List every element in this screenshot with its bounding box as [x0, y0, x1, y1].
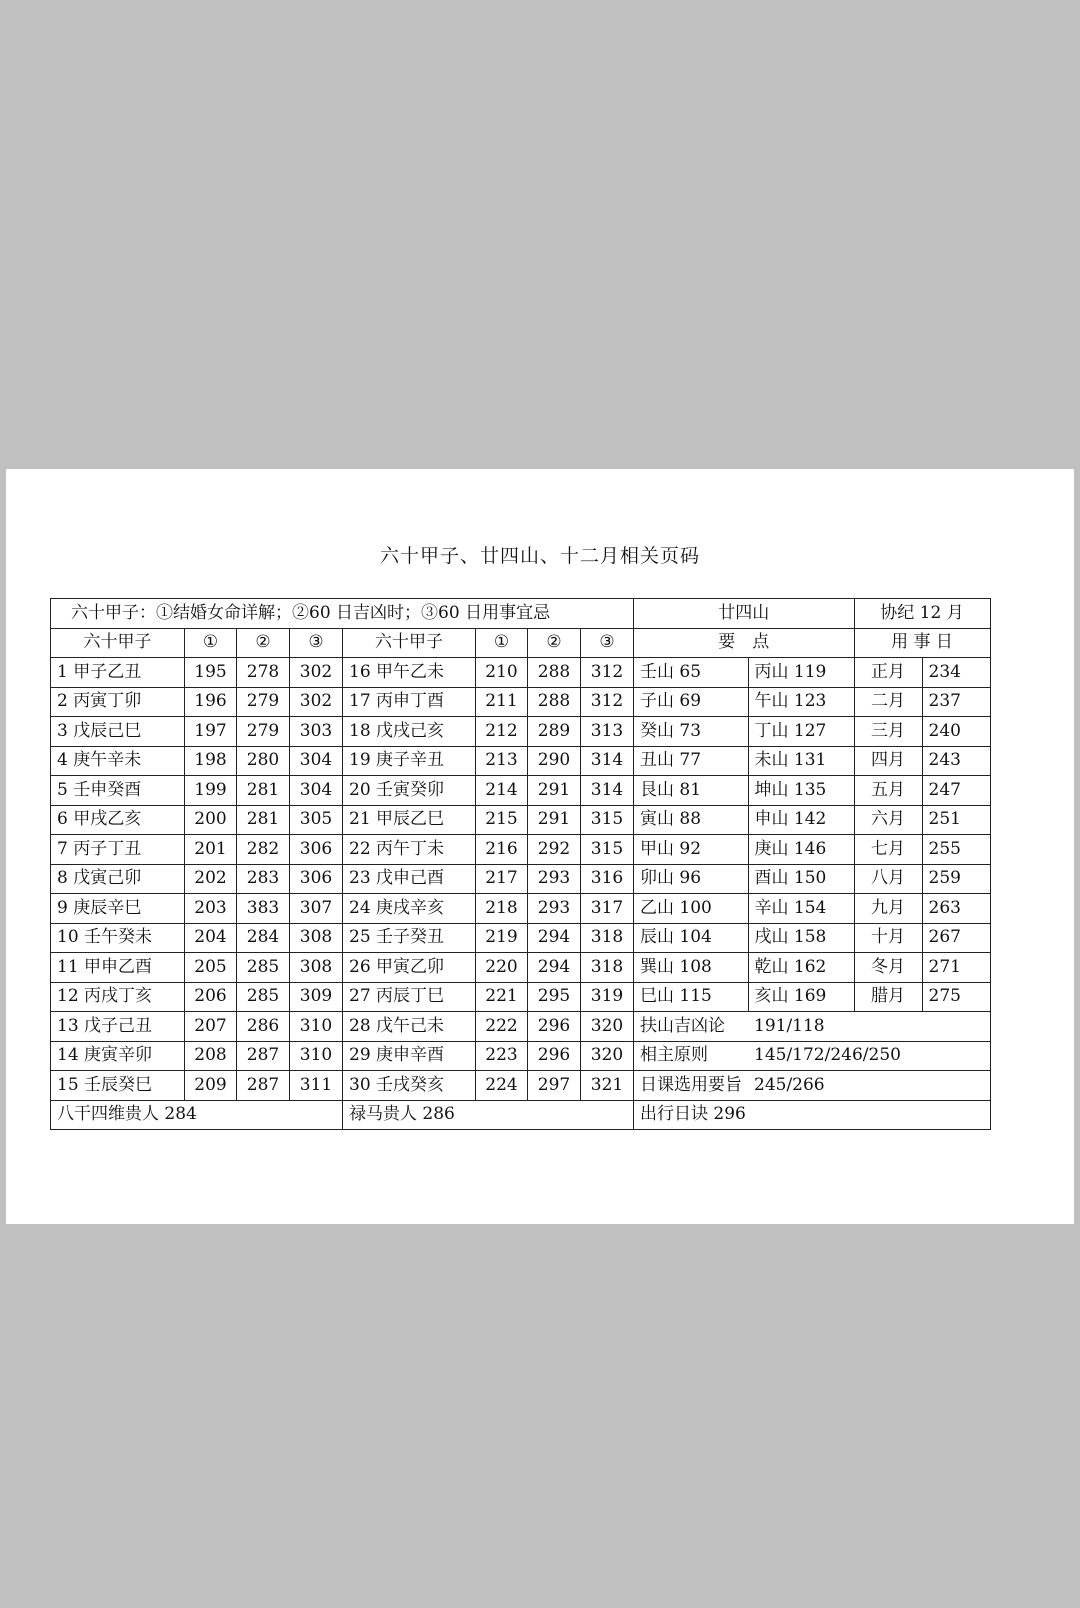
col-header-3: ③ — [581, 628, 634, 658]
page-2: 285 — [237, 953, 290, 983]
page-2: 288 — [528, 687, 581, 717]
mountain-page: 巳山 115 — [634, 982, 749, 1012]
ganzhi-pair: 4 庚午辛未 — [51, 746, 185, 776]
page-3: 307 — [290, 894, 343, 924]
ganzhi-pair: 22 丙午丁未 — [343, 835, 476, 865]
table-row — [51, 1071, 991, 1101]
page-1: 207 — [185, 1012, 237, 1042]
page-2: 296 — [528, 1041, 581, 1071]
page-2: 279 — [237, 717, 290, 747]
page-2: 281 — [237, 805, 290, 835]
page-3: 320 — [581, 1012, 634, 1042]
ganzhi-pair: 16 甲午乙未 — [343, 658, 476, 688]
page-2: 279 — [237, 687, 290, 717]
table-caption: 六十甲子：①结婚女命详解；②60 日吉凶时；③60 日用事宜忌 — [51, 599, 634, 629]
topic-name: 扶山吉凶论 — [634, 1012, 749, 1042]
page-1: 223 — [476, 1041, 528, 1071]
topic-name: 相主原则 — [634, 1041, 749, 1071]
topic-pages: 191/118 — [748, 1012, 990, 1042]
month-page: 234 — [922, 658, 990, 688]
month-page: 237 — [922, 687, 990, 717]
ganzhi-pair: 5 壬申癸酉 — [51, 776, 185, 806]
page-3: 318 — [581, 953, 634, 983]
ganzhi-pair: 13 戊子己丑 — [51, 1012, 185, 1042]
page-2: 290 — [528, 746, 581, 776]
table-row — [51, 1012, 991, 1042]
table-row — [51, 687, 991, 717]
mountain-page: 艮山 81 — [634, 776, 749, 806]
ganzhi-pair: 25 壬子癸丑 — [343, 923, 476, 953]
mountain-page: 酉山 150 — [748, 864, 854, 894]
table-row — [51, 835, 991, 865]
mountain-page: 午山 123 — [748, 687, 854, 717]
page-3: 314 — [581, 746, 634, 776]
ganzhi-pair: 3 戊辰己巳 — [51, 717, 185, 747]
ganzhi-pair: 24 庚戌辛亥 — [343, 894, 476, 924]
month-name: 八月 — [854, 864, 922, 894]
page-title: 六十甲子、廿四山、十二月相关页码 — [379, 545, 700, 567]
footer-row — [51, 1100, 991, 1130]
month-page: 255 — [922, 835, 990, 865]
page-3: 321 — [581, 1071, 634, 1101]
month-page: 243 — [922, 746, 990, 776]
page-3: 305 — [290, 805, 343, 835]
page-1: 211 — [476, 687, 528, 717]
ganzhi-pair: 27 丙辰丁巳 — [343, 982, 476, 1012]
month-page: 275 — [922, 982, 990, 1012]
month-name: 十月 — [854, 923, 922, 953]
ganzhi-pair: 11 甲申乙酉 — [51, 953, 185, 983]
topic-pages: 145/172/246/250 — [748, 1041, 990, 1071]
page-1: 202 — [185, 864, 237, 894]
table-row — [51, 746, 991, 776]
month-name: 九月 — [854, 894, 922, 924]
ganzhi-pair: 18 戊戌己亥 — [343, 717, 476, 747]
page-3: 316 — [581, 864, 634, 894]
month-name: 三月 — [854, 717, 922, 747]
page-1: 213 — [476, 746, 528, 776]
page-1: 198 — [185, 746, 237, 776]
page-1: 219 — [476, 923, 528, 953]
month-subheader: 用 事 日 — [854, 628, 990, 658]
page-1: 220 — [476, 953, 528, 983]
page-1: 199 — [185, 776, 237, 806]
mountain-page: 辛山 154 — [748, 894, 854, 924]
page-1: 218 — [476, 894, 528, 924]
page-1: 197 — [185, 717, 237, 747]
month-name: 腊月 — [854, 982, 922, 1012]
page-1: 208 — [185, 1041, 237, 1071]
page-3: 310 — [290, 1012, 343, 1042]
page-2: 286 — [237, 1012, 290, 1042]
mountain-page: 丑山 77 — [634, 746, 749, 776]
shan-header: 廿四山 — [634, 599, 855, 629]
month-name: 四月 — [854, 746, 922, 776]
mountain-page: 辰山 104 — [634, 923, 749, 953]
mountain-page: 坤山 135 — [748, 776, 854, 806]
footer-mid: 禄马贵人 286 — [343, 1100, 634, 1130]
page-2: 291 — [528, 776, 581, 806]
page-2: 292 — [528, 835, 581, 865]
topic-pages: 245/266 — [748, 1071, 990, 1101]
page-1: 204 — [185, 923, 237, 953]
page-3: 306 — [290, 864, 343, 894]
page-1: 195 — [185, 658, 237, 688]
col-header-name: 六十甲子 — [51, 628, 185, 658]
ganzhi-pair: 17 丙申丁酉 — [343, 687, 476, 717]
page-2: 280 — [237, 746, 290, 776]
ganzhi-pair: 6 甲戌乙亥 — [51, 805, 185, 835]
page-3: 304 — [290, 746, 343, 776]
ganzhi-pair: 9 庚辰辛巳 — [51, 894, 185, 924]
page-3: 304 — [290, 776, 343, 806]
page-2: 278 — [237, 658, 290, 688]
page-2: 282 — [237, 835, 290, 865]
month-page: 271 — [922, 953, 990, 983]
page-3: 302 — [290, 687, 343, 717]
page-1: 210 — [476, 658, 528, 688]
col-header-3: ③ — [290, 628, 343, 658]
page-2: 294 — [528, 923, 581, 953]
table-row — [51, 805, 991, 835]
page-2: 283 — [237, 864, 290, 894]
table-row — [51, 717, 991, 747]
page-2: 293 — [528, 894, 581, 924]
col-header-2: ② — [237, 628, 290, 658]
month-name: 正月 — [854, 658, 922, 688]
ganzhi-pair: 19 庚子辛丑 — [343, 746, 476, 776]
mountain-page: 壬山 65 — [634, 658, 749, 688]
page-2: 291 — [528, 805, 581, 835]
table-row — [51, 982, 991, 1012]
page-2: 295 — [528, 982, 581, 1012]
page-2: 287 — [237, 1071, 290, 1101]
page-1: 209 — [185, 1071, 237, 1101]
page-2: 284 — [237, 923, 290, 953]
page-2: 297 — [528, 1071, 581, 1101]
mountain-page: 癸山 73 — [634, 717, 749, 747]
mountain-page: 未山 131 — [748, 746, 854, 776]
page-3: 308 — [290, 923, 343, 953]
ganzhi-pair: 12 丙戌丁亥 — [51, 982, 185, 1012]
header-row-1 — [51, 599, 991, 629]
page-2: 285 — [237, 982, 290, 1012]
shan-subheader: 要 点 — [634, 628, 855, 658]
page-3: 319 — [581, 982, 634, 1012]
page-1: 221 — [476, 982, 528, 1012]
page-2: 287 — [237, 1041, 290, 1071]
ganzhi-pair: 30 壬戌癸亥 — [343, 1071, 476, 1101]
month-name: 冬月 — [854, 953, 922, 983]
page-2: 293 — [528, 864, 581, 894]
mountain-page: 乾山 162 — [748, 953, 854, 983]
table-row — [51, 864, 991, 894]
table-row — [51, 658, 991, 688]
page-2: 383 — [237, 894, 290, 924]
page-1: 203 — [185, 894, 237, 924]
col-header-1: ① — [476, 628, 528, 658]
month-page: 259 — [922, 864, 990, 894]
page-1: 224 — [476, 1071, 528, 1101]
month-name: 六月 — [854, 805, 922, 835]
mountain-page: 丙山 119 — [748, 658, 854, 688]
page-3: 317 — [581, 894, 634, 924]
month-page: 267 — [922, 923, 990, 953]
page-1: 222 — [476, 1012, 528, 1042]
mountain-page: 子山 69 — [634, 687, 749, 717]
header-row-2 — [51, 628, 991, 658]
page-1: 215 — [476, 805, 528, 835]
page-2: 296 — [528, 1012, 581, 1042]
ganzhi-pair: 10 壬午癸未 — [51, 923, 185, 953]
page-3: 309 — [290, 982, 343, 1012]
page-3: 315 — [581, 805, 634, 835]
mountain-page: 庚山 146 — [748, 835, 854, 865]
page-3: 306 — [290, 835, 343, 865]
month-name: 二月 — [854, 687, 922, 717]
month-page: 247 — [922, 776, 990, 806]
month-name: 七月 — [854, 835, 922, 865]
col-header-1: ① — [185, 628, 237, 658]
page-1: 217 — [476, 864, 528, 894]
page-3: 303 — [290, 717, 343, 747]
month-page: 251 — [922, 805, 990, 835]
table-row — [51, 1041, 991, 1071]
page-3: 312 — [581, 687, 634, 717]
month-header: 协纪 12 月 — [854, 599, 990, 629]
table-row — [51, 923, 991, 953]
ganzhi-pair: 29 庚申辛酉 — [343, 1041, 476, 1071]
page-2: 289 — [528, 717, 581, 747]
ganzhi-pair: 20 壬寅癸卯 — [343, 776, 476, 806]
page-3: 314 — [581, 776, 634, 806]
page-3: 320 — [581, 1041, 634, 1071]
page-3: 318 — [581, 923, 634, 953]
ganzhi-pair: 21 甲辰乙巳 — [343, 805, 476, 835]
footer-right: 出行日诀 296 — [634, 1100, 991, 1130]
ganzhi-pair: 26 甲寅乙卯 — [343, 953, 476, 983]
page-3: 312 — [581, 658, 634, 688]
month-page: 263 — [922, 894, 990, 924]
topic-name: 日课选用要旨 — [634, 1071, 749, 1101]
page-2: 288 — [528, 658, 581, 688]
mountain-page: 巽山 108 — [634, 953, 749, 983]
mountain-page: 乙山 100 — [634, 894, 749, 924]
page-3: 302 — [290, 658, 343, 688]
scanned-page — [6, 469, 1074, 1224]
page-1: 214 — [476, 776, 528, 806]
ganzhi-pair: 1 甲子乙丑 — [51, 658, 185, 688]
page-2: 281 — [237, 776, 290, 806]
month-name: 五月 — [854, 776, 922, 806]
col-header-name: 六十甲子 — [343, 628, 476, 658]
page-1: 205 — [185, 953, 237, 983]
mountain-page: 亥山 169 — [748, 982, 854, 1012]
page-1: 206 — [185, 982, 237, 1012]
ganzhi-pair: 7 丙子丁丑 — [51, 835, 185, 865]
page-3: 308 — [290, 953, 343, 983]
page-3: 313 — [581, 717, 634, 747]
page-3: 315 — [581, 835, 634, 865]
mountain-page: 卯山 96 — [634, 864, 749, 894]
footer-left: 八干四维贵人 284 — [51, 1100, 343, 1130]
mountain-page: 申山 142 — [748, 805, 854, 835]
month-page: 240 — [922, 717, 990, 747]
mountain-page: 丁山 127 — [748, 717, 854, 747]
page-3: 311 — [290, 1071, 343, 1101]
mountain-page: 寅山 88 — [634, 805, 749, 835]
ganzhi-pair: 15 壬辰癸巳 — [51, 1071, 185, 1101]
col-header-2: ② — [528, 628, 581, 658]
page-1: 212 — [476, 717, 528, 747]
mountain-page: 戌山 158 — [748, 923, 854, 953]
page-1: 201 — [185, 835, 237, 865]
page-3: 310 — [290, 1041, 343, 1071]
table-row — [51, 953, 991, 983]
table-row — [51, 894, 991, 924]
ganzhi-pair: 2 丙寅丁卯 — [51, 687, 185, 717]
ganzhi-pair: 14 庚寅辛卯 — [51, 1041, 185, 1071]
page-2: 294 — [528, 953, 581, 983]
page-1: 200 — [185, 805, 237, 835]
page-1: 196 — [185, 687, 237, 717]
ganzhi-pair: 28 戊午己未 — [343, 1012, 476, 1042]
ganzhi-pair: 8 戊寅己卯 — [51, 864, 185, 894]
table-row — [51, 776, 991, 806]
page-index-table — [50, 598, 991, 1130]
ganzhi-pair: 23 戊申己酉 — [343, 864, 476, 894]
mountain-page: 甲山 92 — [634, 835, 749, 865]
page-1: 216 — [476, 835, 528, 865]
